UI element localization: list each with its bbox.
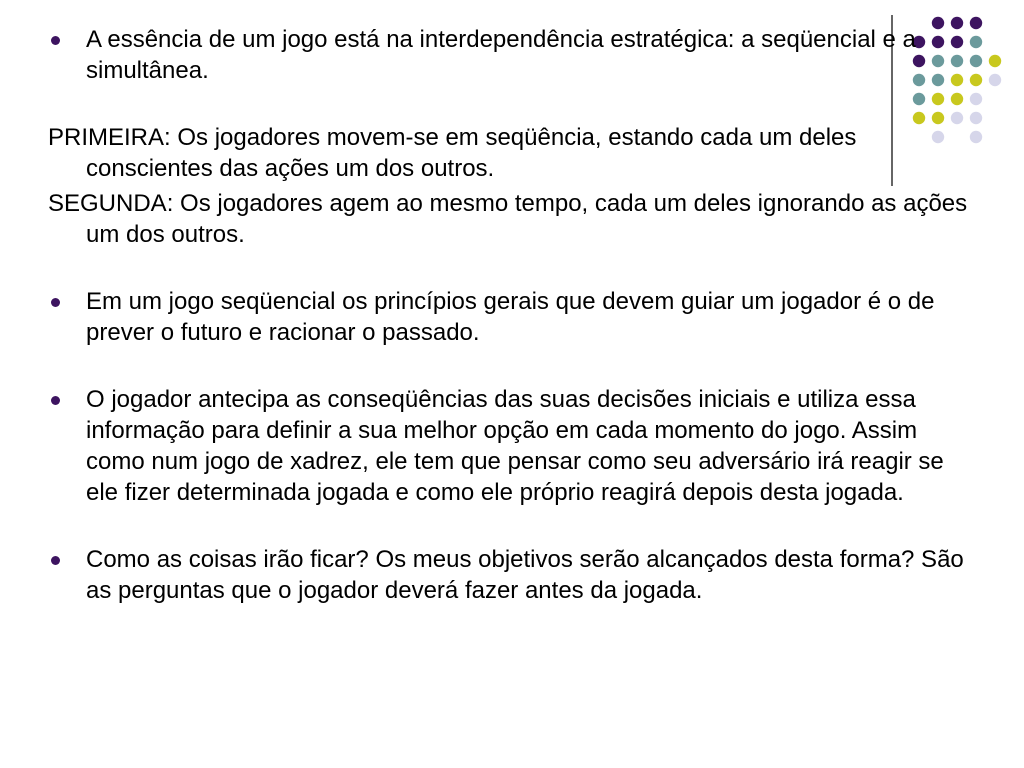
bullet-icon	[51, 298, 60, 307]
bullet-icon	[51, 556, 60, 565]
decor-dot-teal	[970, 55, 982, 67]
primeira-paragraph	[48, 122, 968, 184]
decor-dot-lavender	[989, 74, 1001, 86]
paragraph-text: Em um jogo seqüencial os princípios gerais que devem guiar um jogador é o de prever o futuro e racionar o passado.	[86, 288, 935, 346]
bullet-paragraph-2	[48, 286, 968, 348]
paragraph-text: SEGUNDA: Os jogadores agem ao mesmo tempo, cada um deles ignorando as ações um dos outros.	[48, 190, 968, 248]
slide-body	[48, 24, 968, 606]
paragraph-text: O jogador antecipa as conseqüências das suas decisões iniciais e utiliza essa informação para definir a sua melhor opção em cada momento do jogo. Assim como num jogo de xadrez, ele tem que pensar como seu adversário irá reagir se ele fizer determinada jogada e como ele próprio reagirá depois desta jogada.	[86, 386, 944, 506]
bullet-icon	[51, 36, 60, 45]
decor-dot-lavender	[970, 112, 982, 124]
bullet-icon	[51, 396, 60, 405]
bullet-paragraph-4	[48, 544, 968, 606]
decor-dot-lavender	[970, 131, 982, 143]
paragraph-text: A essência de um jogo está na interdependência estratégica: a seqüencial e a simultânea.	[86, 26, 916, 84]
decor-dot-lime	[989, 55, 1001, 67]
paragraph-text: PRIMEIRA: Os jogadores movem-se em seqüência, estando cada um deles conscientes das ações um dos outros.	[48, 124, 857, 182]
bullet-paragraph-1	[48, 24, 968, 86]
bullet-paragraph-3	[48, 384, 968, 508]
paragraph-text: Como as coisas irão ficar? Os meus objetivos serão alcançados desta forma? São as perguntas que o jogador deverá fazer antes da jogada.	[86, 546, 964, 604]
decor-dot-lavender	[970, 93, 982, 105]
decor-dot-purple	[970, 17, 982, 29]
decor-dot-teal	[970, 36, 982, 48]
segunda-paragraph	[48, 188, 968, 250]
decor-dot-lime	[970, 74, 982, 86]
